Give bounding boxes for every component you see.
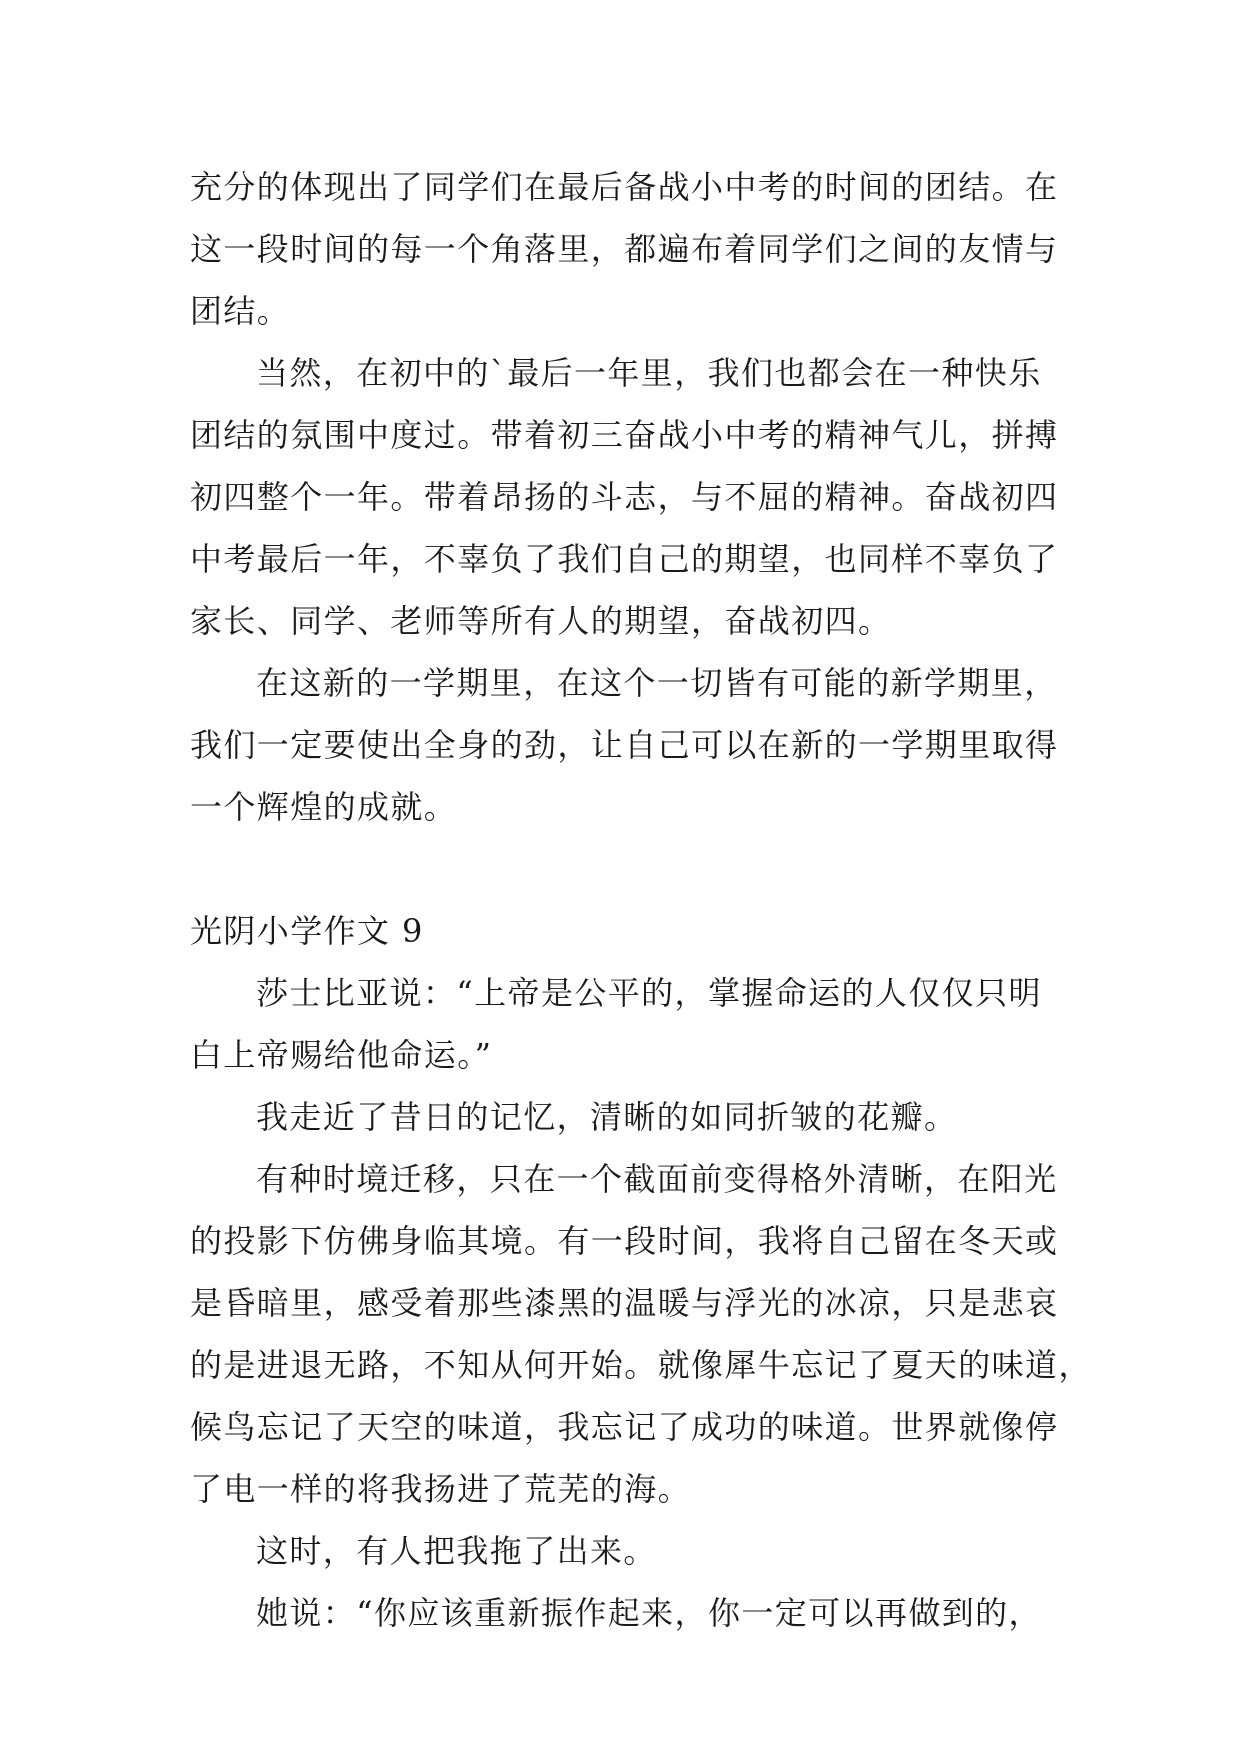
paragraph-start-line: 在这新的一学期里，在这个一切皆有可能的新学期里， [256, 664, 1058, 702]
text-line: 是昏暗里，感受着那些漆黑的温暖与浮光的冰凉，只是悲哀 [190, 1284, 1059, 1322]
text-line: 充分的体现出了同学们在最后备战小中考的时间的团结。在 [190, 168, 1059, 206]
text-line: 的投影下仿佛身临其境。有一段时间，我将自己留在冬天或 [190, 1222, 1059, 1260]
paragraph-start-line: 莎士比亚说：“上帝是公平的，掌握命运的人仅仅只明 [256, 974, 1042, 1012]
text-line: 了电一样的将我扬进了荒芜的海。 [190, 1470, 692, 1508]
text-line: 中考最后一年，不辜负了我们自己的期望，也同样不辜负了 [190, 540, 1059, 578]
paragraph-start-line: 当然，在初中的`最后一年里，我们也都会在一种快乐 [256, 354, 1042, 392]
paragraph-start-line: 她说：“你应该重新振作起来，你一定可以再做到的， [256, 1594, 1042, 1632]
text-line: 一个辉煌的成就。 [190, 788, 458, 826]
paragraph-start-line: 有种时境迁移，只在一个截面前变得格外清晰，在阳光 [256, 1160, 1058, 1198]
paragraph-start-line: 我走近了昔日的记忆，清晰的如同折皱的花瓣。 [256, 1098, 958, 1136]
text-line: 团结的氛围中度过。带着初三奋战小中考的精神气儿，拼搏 [190, 416, 1059, 454]
paragraph-start-line: 这时，有人把我拖了出来。 [256, 1532, 657, 1570]
section-heading: 光阴小学作文 9 [190, 912, 424, 950]
text-line: 我们一定要使出全身的劲，让自己可以在新的一学期里取得 [190, 726, 1059, 764]
text-line: 初四整个一年。带着昂扬的斗志，与不屈的精神。奋战初四 [190, 478, 1059, 516]
text-line: 这一段时间的每一个角落里，都遍布着同学们之间的友情与 [190, 230, 1059, 268]
text-line: 的是进退无路，不知从何开始。就像犀牛忘记了夏天的味道， [190, 1346, 1092, 1384]
text-line: 候鸟忘记了天空的味道，我忘记了成功的味道。世界就像停 [190, 1408, 1059, 1446]
text-line: 家长、同学、老师等所有人的期望，奋战初四。 [190, 602, 892, 640]
text-line: 团结。 [190, 292, 291, 330]
text-line: 白上帝赐给他命运。” [190, 1036, 493, 1074]
